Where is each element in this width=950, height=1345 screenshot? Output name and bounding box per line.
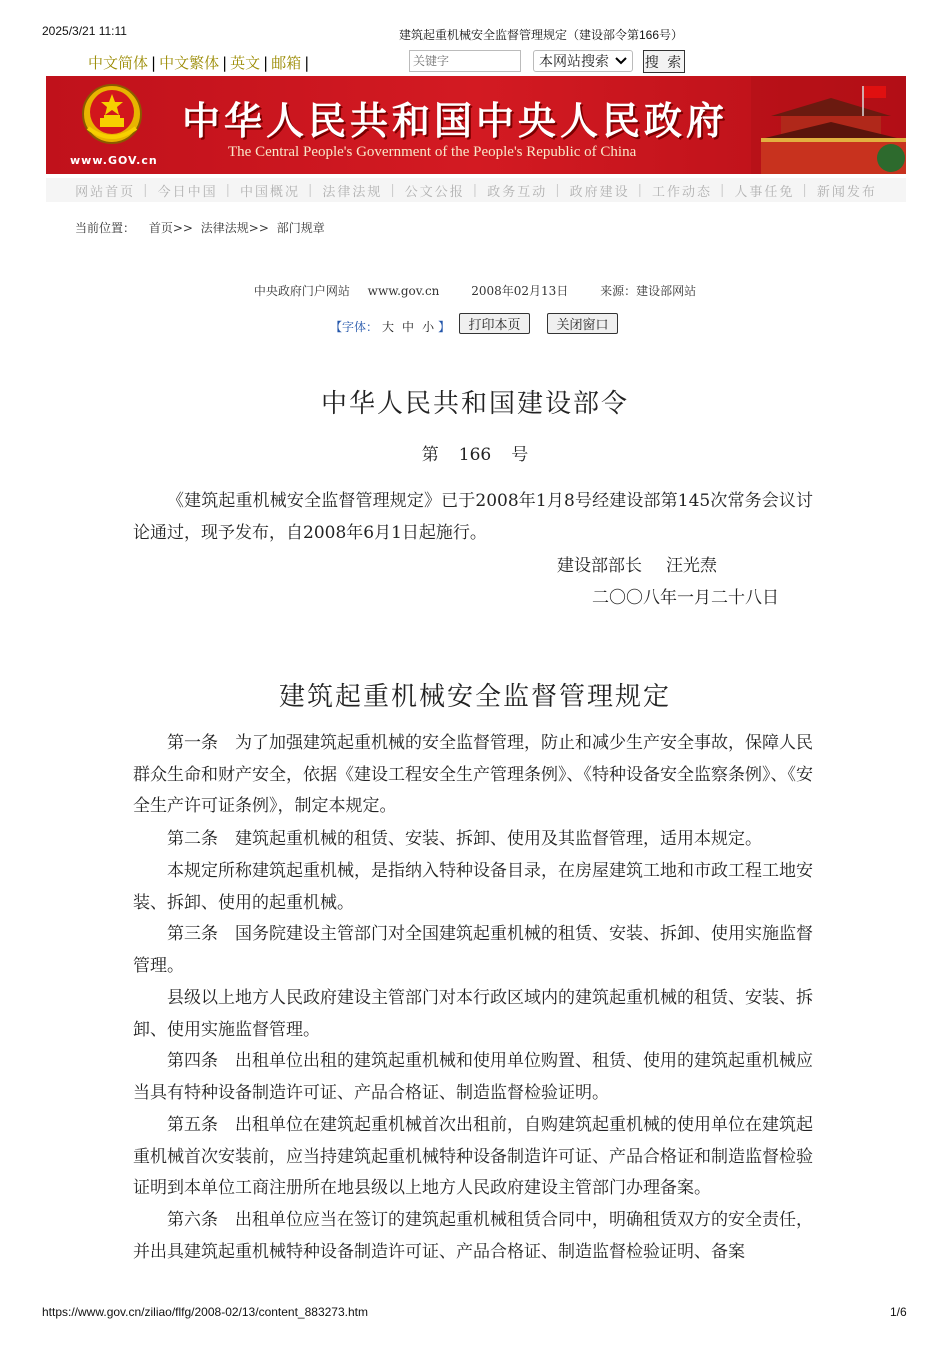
nav-item-documents[interactable]: 公文公报 <box>404 184 465 200</box>
order-title: 中华人民共和国建设部令 <box>320 389 629 419</box>
meta-source: 来源：建设部网站 <box>600 284 697 298</box>
meta-site: www.gov.cn <box>367 284 440 298</box>
font-size-large[interactable]: 大 <box>382 320 395 334</box>
breadcrumb <box>75 219 325 236</box>
font-size-control <box>330 318 450 335</box>
banner-subtitle: The Central People's Government of the People's Republic of China <box>228 144 637 160</box>
breadcrumb-home[interactable]: 首页>> <box>148 221 193 235</box>
print-button[interactable]: 打印本页 <box>459 313 530 334</box>
national-emblem-icon <box>80 82 144 148</box>
nav-item-home[interactable]: 网站首页 <box>75 184 136 200</box>
print-page-number: 1/6 <box>890 1305 907 1319</box>
order-date: 二〇〇八年一月二十八日 <box>592 588 779 608</box>
search-scope-value: 本网站搜索 <box>539 54 609 70</box>
lang-simplified-link[interactable]: 中文简体 <box>88 54 149 72</box>
print-page-title: 建筑起重机械安全监督管理规定（建设部令第166号） <box>398 28 684 42</box>
nav-item-work-news[interactable]: 工作动态 <box>652 184 713 200</box>
search-button[interactable]: 搜 索 <box>643 50 685 73</box>
order-number <box>0 440 950 465</box>
nav-item-gov-building[interactable]: 政府建设 <box>569 184 630 200</box>
article-paragraph: 第三条 国务院建设主管部门对全国建筑起重机械的租赁、安装、拆卸、使用实施监督管理。 <box>133 924 813 976</box>
tiananmen-gate-icon <box>751 76 906 174</box>
nav-item-laws[interactable]: 法律法规 <box>322 184 383 200</box>
nav-item-china-overview[interactable]: 中国概况 <box>239 184 300 200</box>
order-number-value: 166 <box>458 445 492 465</box>
regulation-title: 建筑起重机械安全监督管理规定 <box>278 682 671 712</box>
article-paragraph: 本规定所称建筑起重机械，是指纳入特种设备目录，在房屋建筑工地和市政工程工地安装、拆卸、使用的起重机械。 <box>133 861 813 913</box>
nav-item-press[interactable]: 新闻发布 <box>816 184 877 200</box>
font-ctrl-open: 【 <box>330 320 343 334</box>
article-paragraph: 第五条 出租单位在建筑起重机械首次出租前，自购建筑起重机械的使用单位在建筑起重机械首次安装前，应当持建筑起重机械特种设备制造许可证、产品合格证和制造监督检验证明到本单位工商注册所在地县级以上地方人民政府建设主管部门办理备案。 <box>133 1115 813 1198</box>
font-size-small[interactable]: 小 <box>422 320 435 334</box>
font-ctrl-label: 字体： <box>342 320 379 334</box>
lang-english-link[interactable]: 英文 <box>230 54 261 72</box>
signer-name: 汪光焘 <box>666 556 717 576</box>
article-paragraph: 第一条 为了加强建筑起重机械的安全监督管理，防止和减少生产安全事故，保障人民群众生命和财产安全，依据《建设工程安全生产管理条例》、《特种设备安全监察条例》、《安全生产许可证条例》，制定本规定。 <box>133 733 813 816</box>
meta-date: 2008年02月13日 <box>471 284 569 298</box>
nav-item-interaction[interactable]: 政务互动 <box>487 184 548 200</box>
nav-item-appointments[interactable]: 人事任免 <box>734 184 795 200</box>
close-window-button[interactable]: 关闭窗口 <box>547 313 618 334</box>
banner-title: 中华人民共和国中央人民政府 <box>182 99 729 143</box>
print-datetime: 2025/3/21 11:11 <box>42 24 127 38</box>
search-scope-select[interactable] <box>533 50 633 72</box>
article-paragraph: 第二条 建筑起重机械的租赁、安装、拆卸、使用及其监督管理，适用本规定。 <box>167 829 762 849</box>
site-banner[interactable] <box>46 76 906 174</box>
article-paragraph: 第四条 出租单位出租的建筑起重机械和使用单位购置、租赁、使用的建筑起重机械应当具有特种设备制造许可证、产品合格证、制造监督检验证明。 <box>133 1051 813 1103</box>
nav-item-today-china[interactable]: 今日中国 <box>157 184 218 200</box>
breadcrumb-dept-rules[interactable]: 部门规章 <box>276 221 325 235</box>
order-number-prefix: 第 <box>421 445 439 465</box>
banner-url: www.GOV.cn <box>70 154 158 167</box>
main-nav: 网站首页 | 今日中国 | 中国概况 | 法律法规 | 公文公报 | 政务互动 | 政府建设 | 工作动态 | 人事任免 | 新闻发布 <box>46 178 906 202</box>
font-ctrl-close: 】 <box>438 320 451 334</box>
signer-title: 建设部部长 <box>557 556 642 576</box>
order-number-suffix: 号 <box>511 445 529 465</box>
article-paragraph: 第六条 出租单位应当在签订的建筑起重机械租赁合同中，明确租赁双方的安全责任，并出具建筑起重机械特种设备制造许可证、产品合格证、制造监督检验证明、备案 <box>133 1210 813 1262</box>
print-footer-url: https://www.gov.cn/ziliao/flfg/2008-02/13/content_883273.htm <box>42 1305 368 1319</box>
mailbox-link[interactable]: 邮箱 <box>271 54 302 72</box>
search-input[interactable] <box>409 50 521 72</box>
article-meta <box>0 282 950 299</box>
breadcrumb-label: 当前位置： <box>75 221 136 235</box>
chevron-down-icon <box>615 57 627 65</box>
lang-traditional-link[interactable]: 中文繁体 <box>159 54 220 72</box>
language-links: 中文简体 | 中文繁体 | 英文 | 邮箱 | <box>88 54 310 72</box>
article-paragraph: 县级以上地方人民政府建设主管部门对本行政区域内的建筑起重机械的租赁、安装、拆卸、使用实施监督管理。 <box>133 988 813 1040</box>
font-size-medium[interactable]: 中 <box>402 320 415 334</box>
order-signer <box>557 551 717 576</box>
meta-portal: 中央政府门户网站 <box>253 284 350 298</box>
breadcrumb-laws[interactable]: 法律法规>> <box>200 221 269 235</box>
order-body: 《建筑起重机械安全监督管理规定》已于2008年1月8号经建设部第145次常务会议讨论通过，现予发布，自2008年6月1日起施行。 <box>133 491 813 543</box>
